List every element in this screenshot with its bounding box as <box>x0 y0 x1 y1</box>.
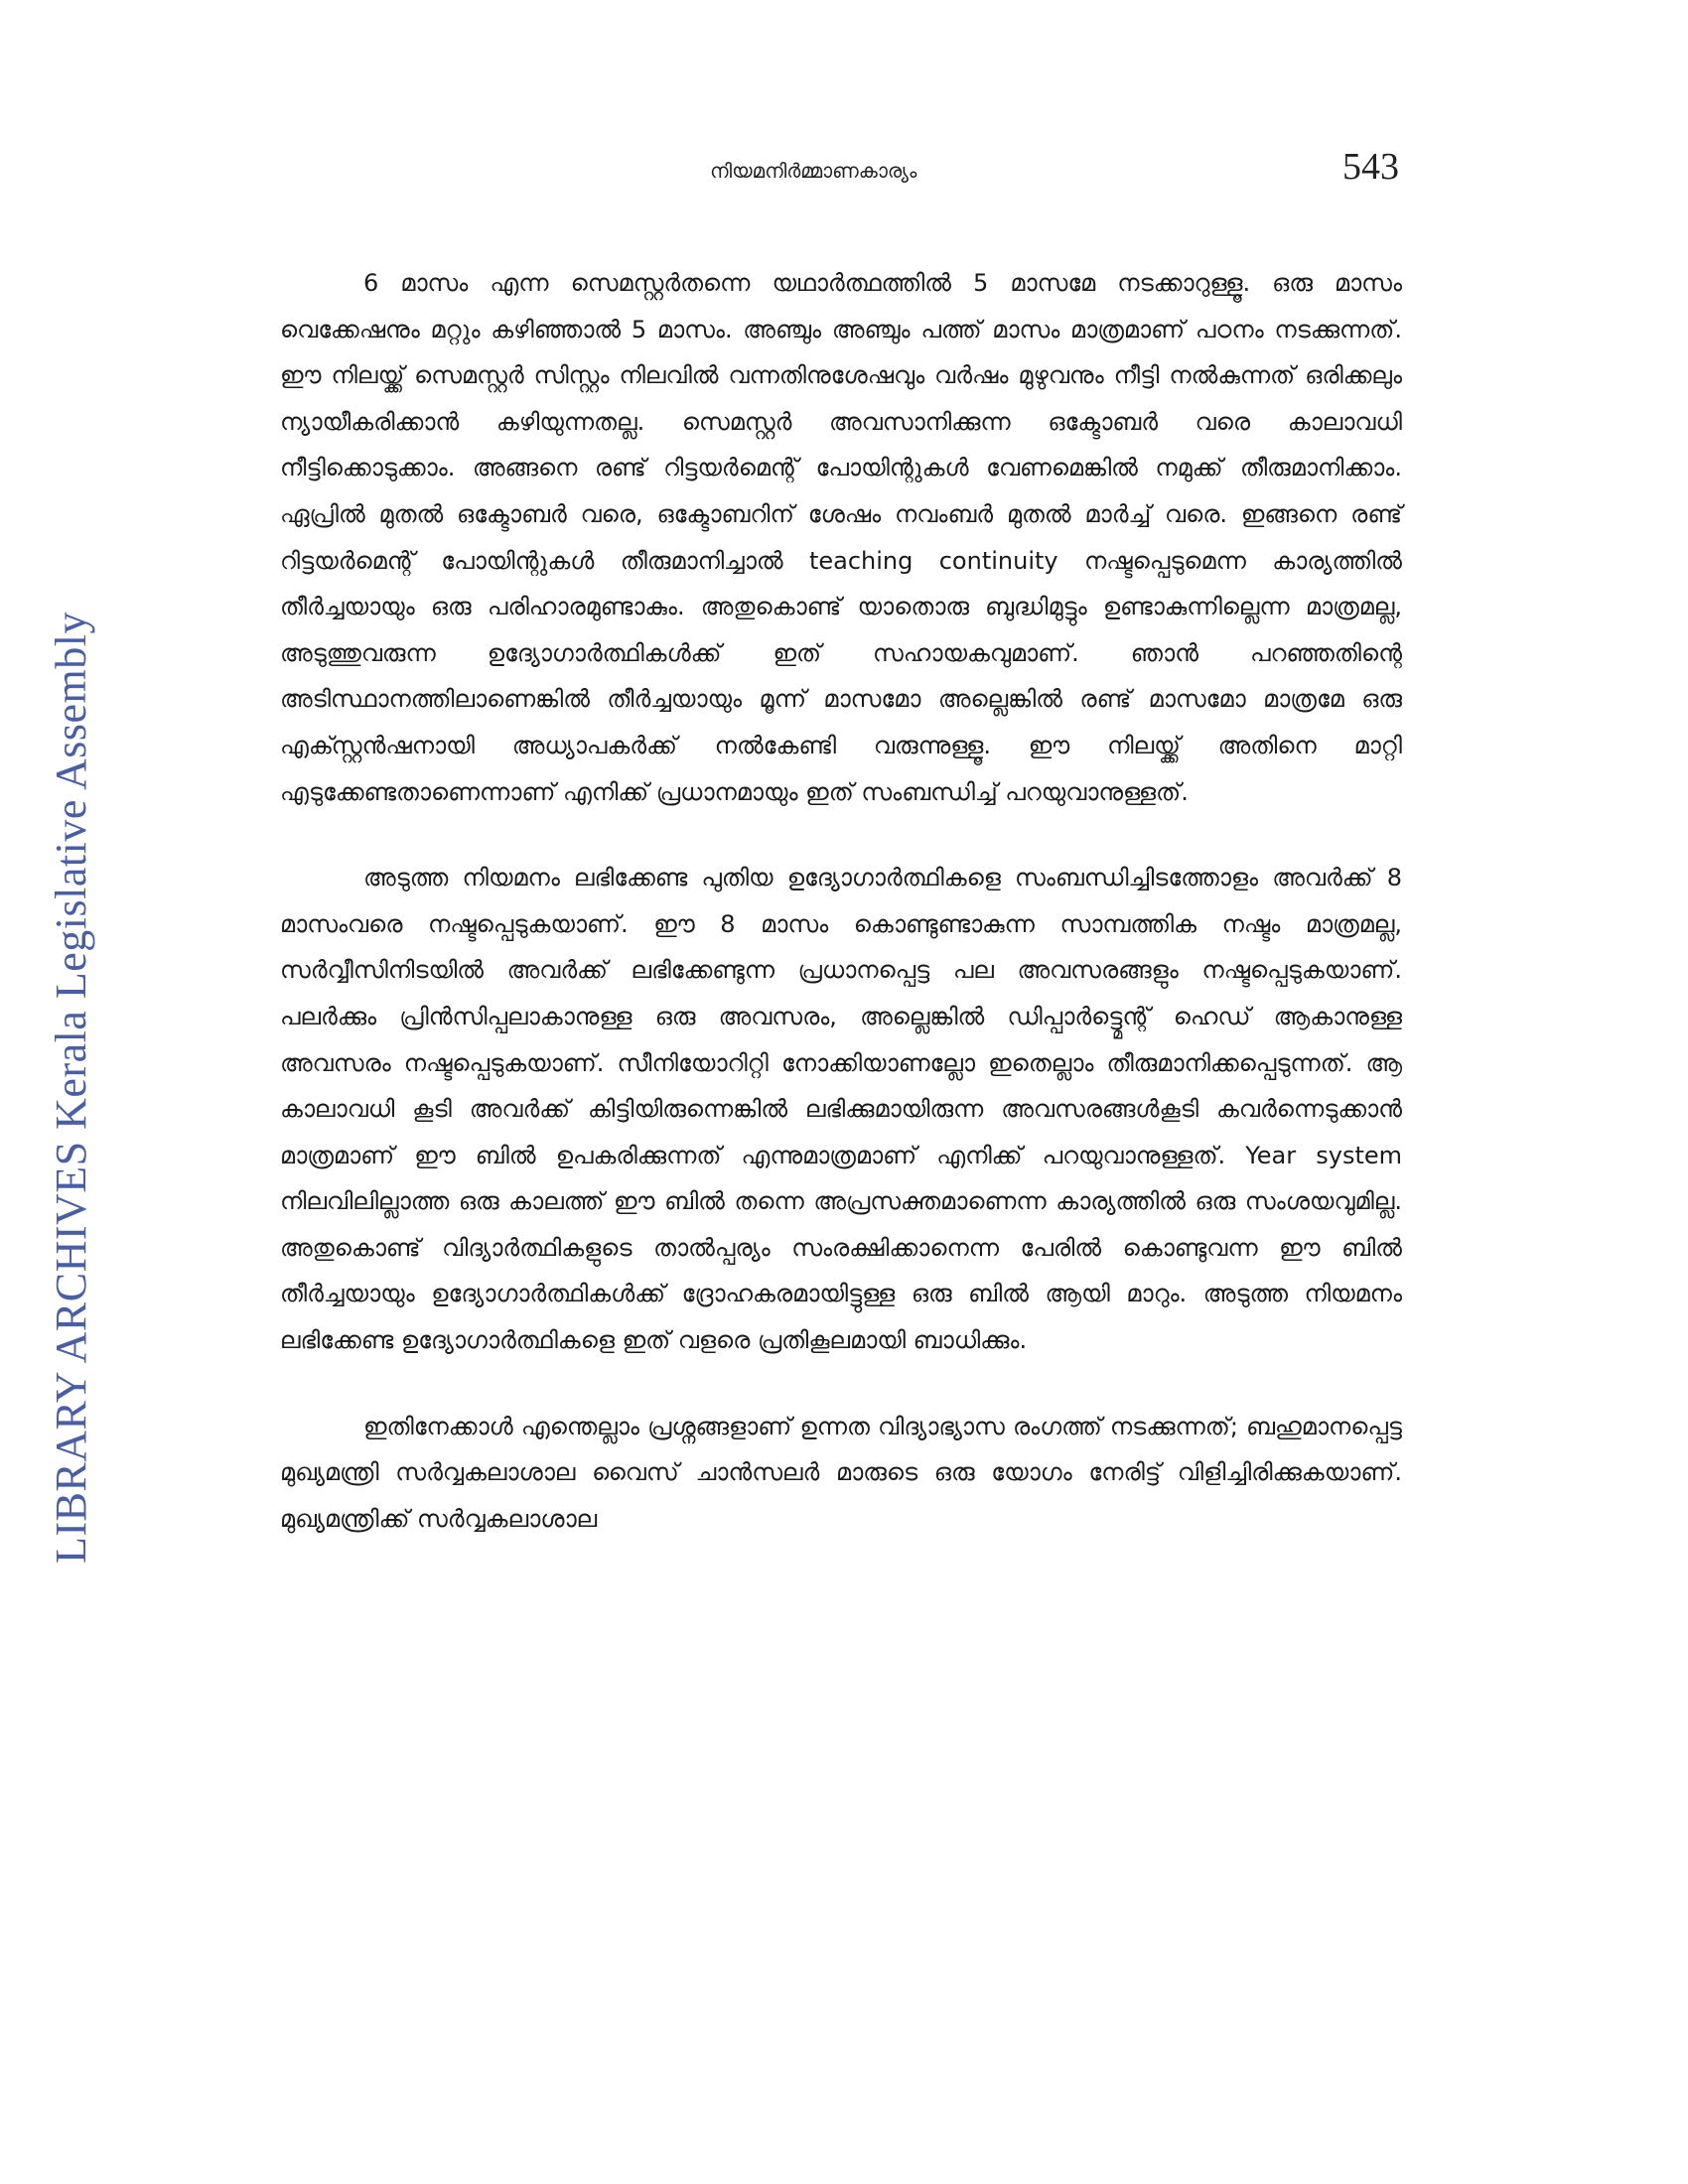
running-header-title: നിയമനിർമ്മാണകാര്യം <box>710 159 917 183</box>
paragraph-1: 6 മാസം എന്ന സെമസ്റ്റർതന്നെ യഥാർത്ഥത്തിൽ 5 മാസമേ നടക്കാറുള്ളൂ. ഒരു മാസം വെക്കേഷനും മറ്റും കഴിഞ്ഞാൽ 5 മാസം. അഞ്ചും അഞ്ചും പത്ത് മാസം മാത്രമാണ് പഠനം നടക്കുന്നത്. ഈ നിലയ്ക്ക് സെമസ്റ്റർ സിസ്റ്റം നിലവിൽ വന്നതിനുശേഷവും വർഷം മുഴുവനും നീട്ടി നൽകുന്നത് ഒരിക്കലും ന്യായീകരിക്കാൻ കഴിയുന്നതല്ല. സെമസ്റ്റർ അവസാനിക്കുന്ന ഒക്ടോബർ വരെ കാലാവധി നീട്ടിക്കൊടുക്കാം. അങ്ങനെ രണ്ട് റിട്ടയർമെന്റ് പോയിന്റുകൾ വേണമെങ്കിൽ നമുക്ക് തീരുമാനിക്കാം. ഏപ്രിൽ മുതൽ ഒക്ടോബർ വരെ, ഒക്ടോബറിന് ശേഷം നവംബർ മുതൽ മാർച്ച് വരെ. ഇങ്ങനെ രണ്ട് റിട്ടയർമെന്റ് പോയിന്റുകൾ തീരുമാനിച്ചാൽ teaching continuity നഷ്ടപ്പെടുമെന്ന കാര്യത്തിൽ തീർച്ചയായും ഒരു പരിഹാരമുണ്ടാകും. അതുകൊണ്ട് യാതൊരു ബുദ്ധിമുട്ടും ഉണ്ടാകുന്നില്ലെന്ന മാത്രമല്ല, അടുത്തുവരുന്ന ഉദ്യോഗാർത്ഥികൾക്ക് ഇത് സഹായകവുമാണ്. ഞാൻ പറഞ്ഞതിന്റെ അടിസ്ഥാനത്തിലാണെങ്കിൽ തീർച്ചയായും മൂന്ന് മാസമോ അല്ലെങ്കിൽ രണ്ട് മാസമോ മാത്രമേ ഒരു എക്സ്റ്റൻഷനായി അധ്യാപകർക്ക് നൽകേണ്ടി വരുന്നുള്ളൂ. ഈ നിലയ്ക്ക് അതിനെ മാറ്റി എടുക്കേണ്ടതാണെന്നാണ് എനിക്ക് പ്രധാനമായും ഇത് സംബന്ധിച്ച് പറയുവാനുള്ളത്. <box>280 269 1402 806</box>
paragraph-2: അടുത്ത നിയമനം ലഭിക്കേണ്ട പുതിയ ഉദ്യോഗാർത്ഥികളെ സംബന്ധിച്ചിടത്തോളം അവർക്ക് 8 മാസംവരെ നഷ്ടപ്പെടുകയാണ്. ഈ 8 മാസം കൊണ്ടുണ്ടാകുന്ന സാമ്പത്തിക നഷ്ടം മാത്രമല്ല, സർവ്വീസിനിടയിൽ അവർക്ക് ലഭിക്കേണ്ടുന്ന പ്രധാനപ്പെട്ട പല അവസരങ്ങളും നഷ്ടപ്പെടുകയാണ്. പലർക്കും പ്രിൻസിപ്പലാകാനുള്ള ഒരു അവസരം, അല്ലെങ്കിൽ ഡിപ്പാർട്ട്മെന്റ് ഹെഡ് ആകാനുള്ള അവസരം നഷ്ടപ്പെടുകയാണ്. സീനിയോറിറ്റി നോക്കിയാണല്ലോ ഇതെല്ലാം തീരുമാനിക്കപ്പെടുന്നത്. ആ കാലാവധി കൂടി അവർക്ക് കിട്ടിയിരുന്നെങ്കിൽ ലഭിക്കുമായിരുന്ന അവസരങ്ങൾകൂടി കവർന്നെടുക്കാൻ മാത്രമാണ് ഈ ബിൽ ഉപകരിക്കുന്നത് എന്നുമാത്രമാണ് എനിക്ക് പറയുവാനുള്ളത്. Year system നിലവിലില്ലാത്ത ഒരു കാലത്ത് ഈ ബിൽ തന്നെ അപ്രസക്തമാണെന്ന കാര്യത്തിൽ ഒരു സംശയവുമില്ല. അതുകൊണ്ട് വിദ്യാർത്ഥികളുടെ താൽപ്പര്യം സംരക്ഷിക്കാനെന്ന പേരിൽ കൊണ്ടുവന്ന ഈ ബിൽ തീർച്ചയായും ഉദ്യോഗാർത്ഥികൾക്ക് ദ്രോഹകരമായിട്ടുള്ള ഒരു ബിൽ ആയി മാറും. അടുത്ത നിയമനം ലഭിക്കേണ്ട ഉദ്യോഗാർത്ഥികളെ ഇത് വളരെ പ്രതികൂലമായി ബാധിക്കും. <box>280 864 1402 1355</box>
page-number: 543 <box>1342 146 1399 188</box>
body-text <box>280 260 1402 1542</box>
paragraph-3: ഇതിനേക്കാൾ എന്തെല്ലാം പ്രശ്നങ്ങളാണ് ഉന്നത വിദ്യാഭ്യാസ രംഗത്ത് നടക്കുന്നത്; ബഹുമാനപ്പെട്ട മുഖ്യമന്ത്രി സർവ്വകലാശാല വൈസ് ചാൻസലർ മാരുടെ ഒരു യോഗം നേരിട്ട് വിളിച്ചിരിക്കുകയാണ്. മുഖ്യമന്ത്രിക്ക് സർവ്വകലാശാല <box>280 1412 1402 1533</box>
archive-watermark: LIBRARY ARCHIVES Kerala Legislative Assembly <box>47 612 95 1564</box>
